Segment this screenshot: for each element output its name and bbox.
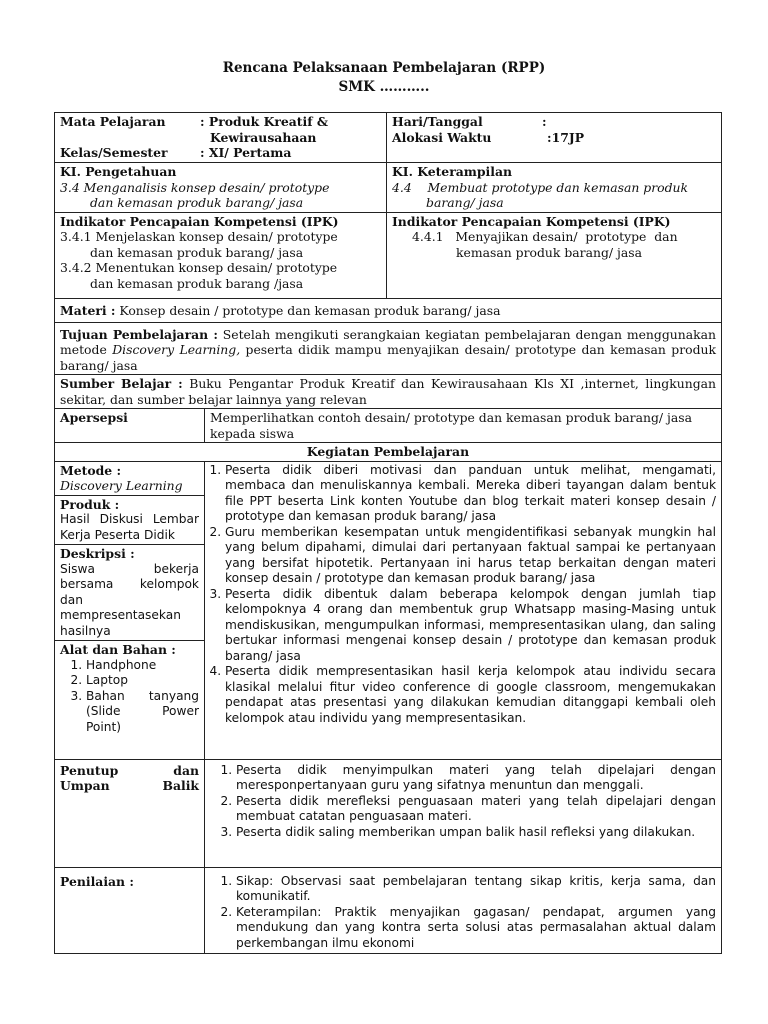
- metode-block: [55, 462, 204, 495]
- kegiatan-header-row: [55, 443, 722, 462]
- ipk-341-line1: 3.4.1 Menjelaskan konsep desain/ prototype: [60, 229, 338, 244]
- penutup-row: [55, 759, 722, 867]
- kelas-label: Kelas/Semester: [60, 145, 168, 160]
- sumber-label: Sumber Belajar :: [60, 376, 183, 391]
- mapel-label: Mata Pelajaran: [60, 114, 166, 129]
- alat-item: 3. Bahan tanyang (Slide Power Point): [86, 689, 199, 736]
- ipk-row: [55, 212, 722, 298]
- kegiatan-step: 3. Peserta didik dibentuk dalam beberapa kelompok dengan jumlah tiap kelompoknya 4 orang dan membentuk grup Whatsapp masing-Masing untuk mendiskusikan, mengumpulkan informasi, mempresentasikan ulang, dan saling bertukar informasi mengenai konsep desain / prototype dan kemasan produk barang/ jasa: [225, 587, 716, 665]
- ki-keterampilan-cell: [387, 163, 722, 213]
- ki-pengetahuan-line2: dan kemasan produk barang/ jasa: [90, 195, 304, 210]
- ki-keterampilan-line2: barang/ jasa: [426, 195, 504, 210]
- produk-label: Produk :: [60, 496, 120, 512]
- kegiatan-step: 1. Peserta didik diberi motivasi dan panduan untuk melihat, mengamati, membaca dan menuliskannya kembali. Mereka diberi tayangan dalam bentuk file PPT beserta Link konten Youtube dan blog terkait materi konsep desain / prototype dan kemasan produk barang/ jasa: [225, 463, 716, 525]
- rpp-table: [54, 112, 722, 954]
- sumber-value: Buku Pengantar Produk Kreatif dan Kewirausahaan Kls XI ,internet, lingkungan sekitar, dan sumber belajar lainnya yang relevan: [60, 376, 716, 407]
- alokasi-value: :17JP: [547, 129, 585, 145]
- materi-cell: [55, 298, 722, 322]
- alat-item: 1. Handphone: [86, 658, 199, 674]
- tujuan-label: Tujuan Pembelajaran :: [60, 326, 218, 342]
- ipk-441-line2: kemasan produk barang/ jasa: [456, 244, 642, 260]
- alat-item: 2. Laptop: [86, 673, 199, 689]
- penutup-item: 2. Peserta didik merefleksi penguasaan materi yang telah dipelajari dengan membuat catatan penguasaan materi.: [236, 794, 716, 825]
- header-row: [55, 113, 722, 163]
- ipk-342-line2: dan kemasan produk barang /jasa: [90, 275, 304, 291]
- ki-pengetahuan-cell: [55, 163, 387, 213]
- penilaian-cell: [205, 867, 722, 953]
- alat-label: Alat dan Bahan :: [60, 642, 176, 657]
- ipk-342-line1: 3.4.2 Menentukan konsep desain/ prototype: [60, 260, 338, 275]
- alokasi-label: Alokasi Waktu: [392, 129, 492, 145]
- kegiatan-left-cell: [55, 461, 205, 759]
- penutup-list: [210, 763, 716, 841]
- header-left-cell: [55, 113, 387, 163]
- kegiatan-step: 4. Peserta didik mempresentasikan hasil kerja kelompok atau individu secara klasikal melalui fitur video conference di google classroom, mengemukakan pendapat atas presentasi yang dilakukan kemudian ditanggapi kembali oleh kelompok atau individu yang mempresentasikan.: [225, 664, 716, 726]
- materi-row: [55, 298, 722, 322]
- deskripsi-label: Deskripsi :: [60, 546, 135, 561]
- tujuan-text-1: Setelah mengikuti serangkaian kegiatan pembelajaran dengan menggunakan metode: [60, 326, 717, 357]
- ki-pengetahuan-label: KI. Pengetahuan: [60, 164, 177, 179]
- deskripsi-block: [55, 544, 204, 640]
- school-name: SMK ………..: [338, 79, 430, 95]
- kegiatan-step: 2. Guru memberikan kesempatan untuk mengidentifikasi sebanyak mungkin hal yang belum dipahami, dimulai dari pertanyaan faktual sampai ke pertanyaan yang bersifat hipotetik. Pertanyaan ini harus tetap berkaitan dengan materi konsep desain / prototype dan kemasan produk barang/ jasa: [225, 525, 716, 587]
- sumber-row: [55, 375, 722, 409]
- tujuan-row: [55, 322, 722, 375]
- sumber-cell: [55, 375, 722, 409]
- penilaian-row: [55, 867, 722, 953]
- hari-label: Hari/Tanggal: [392, 114, 483, 129]
- ki-pengetahuan-line1: 3.4 Menganalisis konsep desain/ prototype: [60, 179, 330, 195]
- mapel-value: : Produk Kreatif &: [200, 114, 329, 129]
- penilaian-item: 1. Sikap: Observasi saat pembelajaran tentang sikap kritis, kerja sama, dan komunikatif.: [236, 874, 716, 905]
- materi-label: Materi :: [60, 302, 116, 318]
- penilaian-item: 2. Keterampilan: Praktik menyajikan gagasan/ pendapat, argumen yang mendukung dan yang kontra serta solusi atas permasalahan aktual dalam perkembangan ilmu ekonomi: [236, 905, 716, 952]
- ipk-left-cell: [55, 212, 387, 298]
- apersepsi-label: Apersepsi: [55, 409, 205, 443]
- tujuan-text-2: peserta didik mampu menyajikan desain/ prototype dan kemasan produk barang/ jasa: [60, 342, 717, 373]
- penutup-cell: [205, 759, 722, 867]
- kegiatan-steps: [207, 463, 716, 727]
- ipk-341-line2: dan kemasan produk barang/ jasa: [90, 244, 304, 260]
- ki-row: [55, 163, 722, 213]
- metode-label: Metode :: [60, 462, 122, 478]
- header-right-cell: [387, 113, 722, 163]
- document-title: Rencana Pelaksanaan Pembelajaran (RPP): [222, 60, 546, 76]
- alat-block: [55, 640, 204, 736]
- kelas-value: : XI/ Pertama: [200, 145, 292, 160]
- metode-value: Discovery Learning: [60, 478, 183, 493]
- tujuan-method: Discovery Learning,: [112, 342, 241, 357]
- apersepsi-row: [55, 409, 722, 443]
- apersepsi-value: Memperlihatkan contoh desain/ prototype dan kemasan produk barang/ jasa kepada siswa: [205, 409, 722, 443]
- kegiatan-header: Kegiatan Pembelajaran: [55, 443, 722, 462]
- ipk-left-label: Indikator Pencapaian Kompetensi (IPK): [60, 213, 339, 229]
- ipk-441-line1: 4.4.1 Menyajikan desain/ prototype dan: [412, 229, 678, 244]
- penilaian-label: Penilaian :: [55, 867, 205, 953]
- produk-block: [55, 495, 204, 545]
- mapel-value-2: Kewirausahaan: [210, 129, 317, 145]
- hari-value: :: [542, 114, 547, 129]
- kegiatan-row: [55, 461, 722, 759]
- ki-keterampilan-label: KI. Keterampilan: [392, 164, 512, 179]
- alat-list: [60, 658, 199, 736]
- tujuan-cell: [55, 322, 722, 375]
- penutup-label: Penutup dan Umpan Balik: [55, 759, 205, 867]
- penilaian-list: [210, 874, 716, 952]
- materi-value: Konsep desain / prototype dan kemasan produk barang/ jasa: [115, 302, 501, 318]
- penutup-item: 1. Peserta didik menyimpulkan materi yang telah dipelajari dengan meresponpertanyaan guru yang sifatnya menuntun dan menggali.: [236, 763, 716, 794]
- ki-keterampilan-line1: 4.4 Membuat prototype dan kemasan produk: [392, 179, 689, 195]
- ipk-right-cell: [387, 212, 722, 298]
- produk-value: Hasil Diskusi Lembar Kerja Peserta Didik: [60, 512, 199, 542]
- ipk-right-label: Indikator Pencapaian Kompetensi (IPK): [392, 213, 671, 229]
- deskripsi-value: Siswa bekerja bersama kelompok dan mempresentasekan hasilnya: [60, 561, 199, 638]
- kegiatan-steps-cell: [205, 461, 722, 759]
- penutup-item: 3. Peserta didik saling memberikan umpan balik hasil refleksi yang dilakukan.: [236, 825, 716, 841]
